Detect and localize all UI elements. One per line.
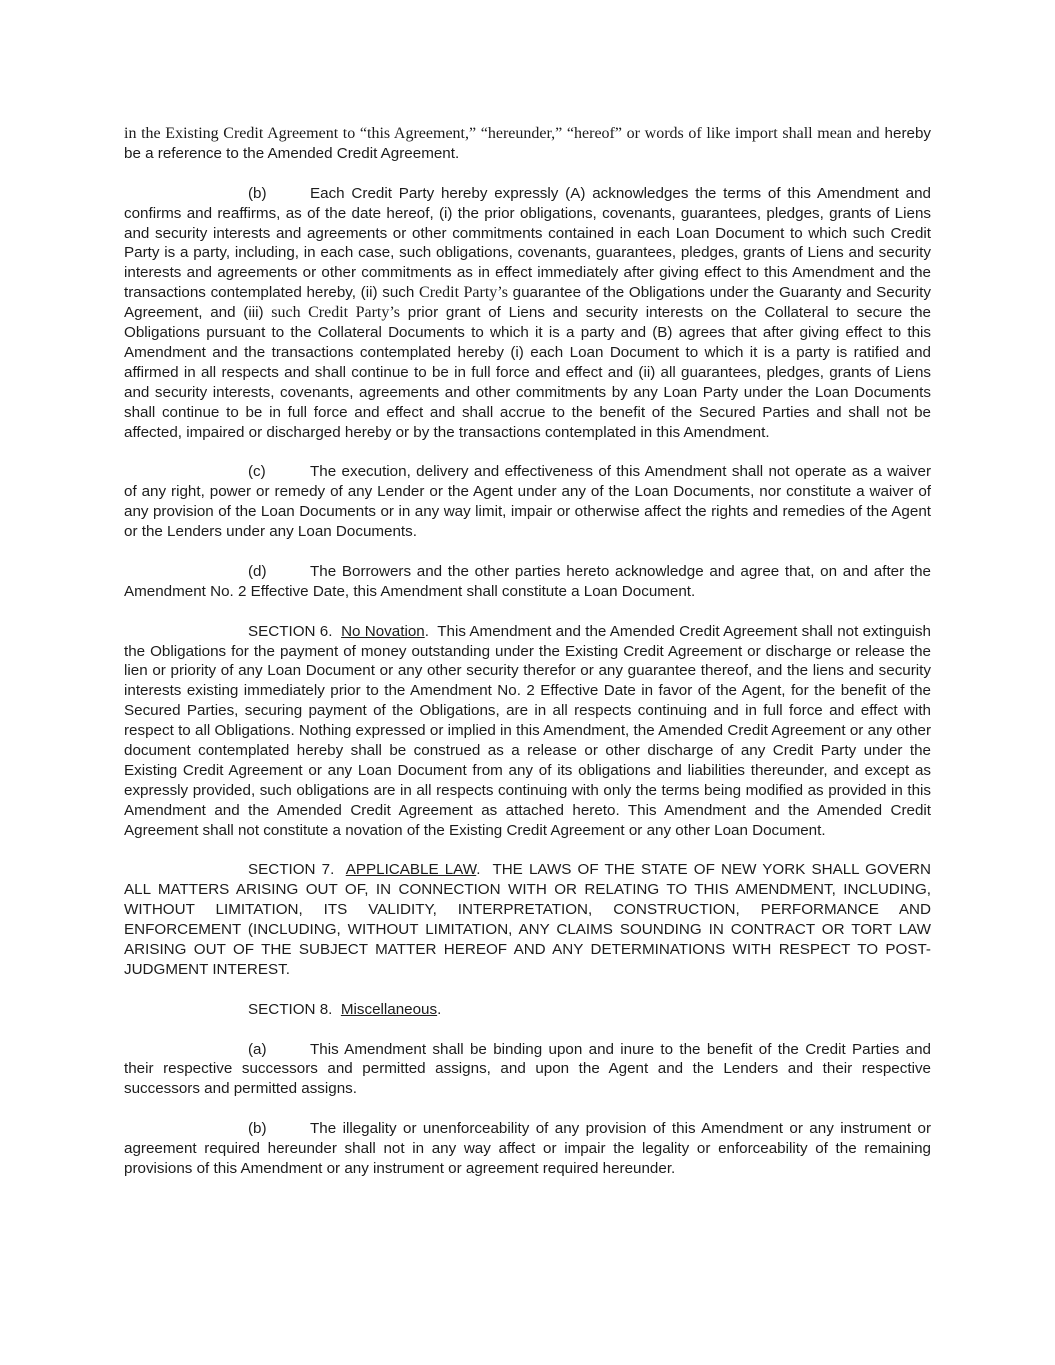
paragraph-continuation-serif-text: in the Existing Credit Agreement to “this Agreement,” “hereunder,” “hereof” or words of like import shall mean and bbox=[124, 125, 880, 142]
section-title: Miscellaneous bbox=[340, 1000, 438, 1018]
section-8-miscellaneous: SECTION 8. Miscellaneous. bbox=[248, 1000, 442, 1018]
clause-text: The Borrowers and the other parties hereto acknowledge and agree that, on and after the Amendment No. 2 Effective Date, this Amendment shall constitute a Loan Document. bbox=[124, 562, 931, 600]
clause-text: The execution, delivery and effectiveness of this Amendment shall not operate as a waiver of any right, power or remedy of any Lender or the Agent under any of the Loan Documents, nor constitute a waiver of any provision of the Loan Documents or in any way limit, impair or otherwise affect the rights and remedies of the Agent or the Lenders under any Loan Documents. bbox=[124, 463, 931, 541]
clause-c-no-waiver bbox=[124, 462, 931, 542]
paragraph-continuation-text: hereby be a reference to the Amended Credit Agreement. bbox=[124, 125, 931, 162]
clause-label: (d) bbox=[248, 562, 267, 580]
clause-text: guarantee of the Obligations under the Guaranty and Security Agreement, and (iii) bbox=[124, 284, 931, 322]
clause-serif-text: such Credit Party’s bbox=[271, 304, 401, 322]
paragraph-continuation bbox=[124, 124, 931, 164]
clause-label: (a) bbox=[248, 1040, 267, 1058]
clause-label: (b) bbox=[248, 1120, 267, 1138]
section-number: SECTION 8. bbox=[248, 1000, 333, 1018]
clause-text: prior grant of Liens and security interests on the Collateral to secure the Obligations pursuant to the Collateral Documents to which it is a party and (B) agrees that after giving effect to this Amendment and the transactions contemplated hereby (i) each Loan Document to which it is a party is ratified and affirmed in all respects and shall continue to be in full force and effect and (ii) all guarantees, pledges, grants of Liens and security interests, covenants, agreements and other commitments by any Loan Party under the Loan Documents shall continue to be in full force and effect and shall accrue to the benefit of the Secured Parties and shall not be affected, impaired or discharged hereby or by the transactions contemplated in this Amendment. bbox=[124, 304, 931, 441]
section-7-applicable-law: SECTION 7. APPLICABLE LAW. THE LAWS OF THE STATE OF NEW YORK SHALL GOVERN ALL MATTERS ARISING OUT OF, IN CONNECTION WITH OR RELATING TO THIS AMENDMENT, INCLUDING, WITHOUT LIMITATION, ITS VALIDITY, INTERPRETATION, CONSTRUCTION, PERFORMANCE AND ENFORCEMENT (INCLUDING, WITHOUT LIMITATION, ANY CLAIMS SOUNDING IN CONTRACT OR TORT LAW ARISING OUT OF THE SUBJECT MATTER HEREOF AND ANY DETERMINATIONS WITH RESPECT TO POST-JUDGMENT INTEREST. bbox=[124, 861, 931, 978]
clause-serif-text: Credit Party’s bbox=[419, 284, 508, 302]
document-page bbox=[124, 124, 931, 1199]
clause-text: This Amendment shall be binding upon and inure to the benefit of the Credit Parties and their respective successors and permitted assigns, and upon the Agent and the Lenders and their respective successors and permitted assigns. bbox=[124, 1040, 931, 1098]
section-text: THE LAWS OF THE STATE OF NEW YORK SHALL GOVERN ALL MATTERS ARISING OUT OF, IN CONNECTION WITH OR RELATING TO THIS AMENDMENT, INCLUDING, WITHOUT LIMITATION, ITS VALIDITY, INTERPRETATION, CONSTRUCTION, PERFORMANCE AND ENFORCEMENT (INCLUDING, WITHOUT LIMITATION, ANY CLAIMS SOUNDING IN CONTRACT OR TORT LAW ARISING OUT OF THE SUBJECT MATTER HEREOF AND ANY DETERMINATIONS WITH RESPECT TO POST-JUDGMENT INTEREST. bbox=[124, 861, 931, 978]
section-text: This Amendment and the Amended Credit Agreement shall not extinguish the Obligations for the payment of money outstanding under the Existing Credit Agreement or discharge or release the lien or priority of any Loan Document or any other security therefor or any guarantee thereof, and the liens and security interests existing immediately prior to the Amendment No. 2 Effective Date in favor of the Agent, for the benefit of the Secured Parties, securing payment of the Obligations, are in all respects continuing and in full force and effect with respect to all Obligations. Nothing expressed or implied in this Amendment, the Amended Credit Agreement or any other document contemplated hereby shall be construed as a release or other discharge of any Credit Party under the Existing Credit Agreement or any Loan Document from any of its obligations and liabilities thereunder, and except as expressly provided, such obligations are in all respects continuing with only the terms being modified as provided in this Amendment and the Amended Credit Agreement as attached hereto. This Amendment and the Amended Credit Agreement shall not constitute a novation of the Existing Credit Agreement or any other Loan Document. bbox=[124, 622, 931, 839]
clause-d-loan-document bbox=[124, 562, 931, 602]
clause-text: The illegality or unenforceability of any provision of this Amendment or any instrument or agreement required hereunder shall not in any way affect or impair the legality or enforceability of the remaining provisions of this Amendment or any instrument or agreement required hereunder. bbox=[124, 1120, 931, 1177]
clause-text: Each Credit Party hereby expressly (A) acknowledges the terms of this Amendment and confirms and reaffirms, as of the date hereof, (i) the prior obligations, covenants, guarantees, pledges, grants of Liens and security interests and agreements or other commitments contained in each Loan Document to which such Credit Party is a party, including, in each case, such obligations, covenants, guarantees, pledges, grants of Liens and security interests and agreements or other commitments as in effect immediately after giving effect to this Amendment and the transactions contemplated hereby, (ii) such bbox=[124, 184, 931, 302]
clause-8b-severability bbox=[124, 1119, 931, 1179]
section-title: APPLICABLE LAW bbox=[345, 861, 477, 879]
section-number: SECTION 7. bbox=[248, 861, 335, 879]
clause-8a-binding bbox=[124, 1040, 931, 1100]
section-number: SECTION 6. bbox=[248, 622, 333, 640]
clause-b-acknowledgement bbox=[124, 184, 931, 443]
clause-label: (b) bbox=[248, 184, 267, 202]
clause-label: (c) bbox=[248, 463, 266, 481]
section-6-no-novation: SECTION 6. No Novation. This Amendment and the Amended Credit Agreement shall not extinguish the Obligations for the payment of money outstanding under the Existing Credit Agreement or discharge or release the lien or priority of any Loan Document or any other security therefor or any guarantee thereof, and the liens and security interests existing immediately prior to the Amendment No. 2 Effective Date in favor of the Agent, for the benefit of the Secured Parties, securing payment of the Obligations, are in all respects continuing and in full force and effect with respect to all Obligations. Nothing expressed or implied in this Amendment, the Amended Credit Agreement or any other document contemplated hereby shall be construed as a release or other discharge of any Credit Party under the Existing Credit Agreement or any Loan Document from any of its obligations and liabilities thereunder, and except as expressly provided, such obligations are in all respects continuing with only the terms being modified as provided in this Amendment and the Amended Credit Agreement as attached hereto. This Amendment and the Amended Credit Agreement shall not constitute a novation of the Existing Credit Agreement or any other Loan Document. bbox=[124, 622, 931, 839]
section-title: No Novation bbox=[341, 622, 425, 640]
